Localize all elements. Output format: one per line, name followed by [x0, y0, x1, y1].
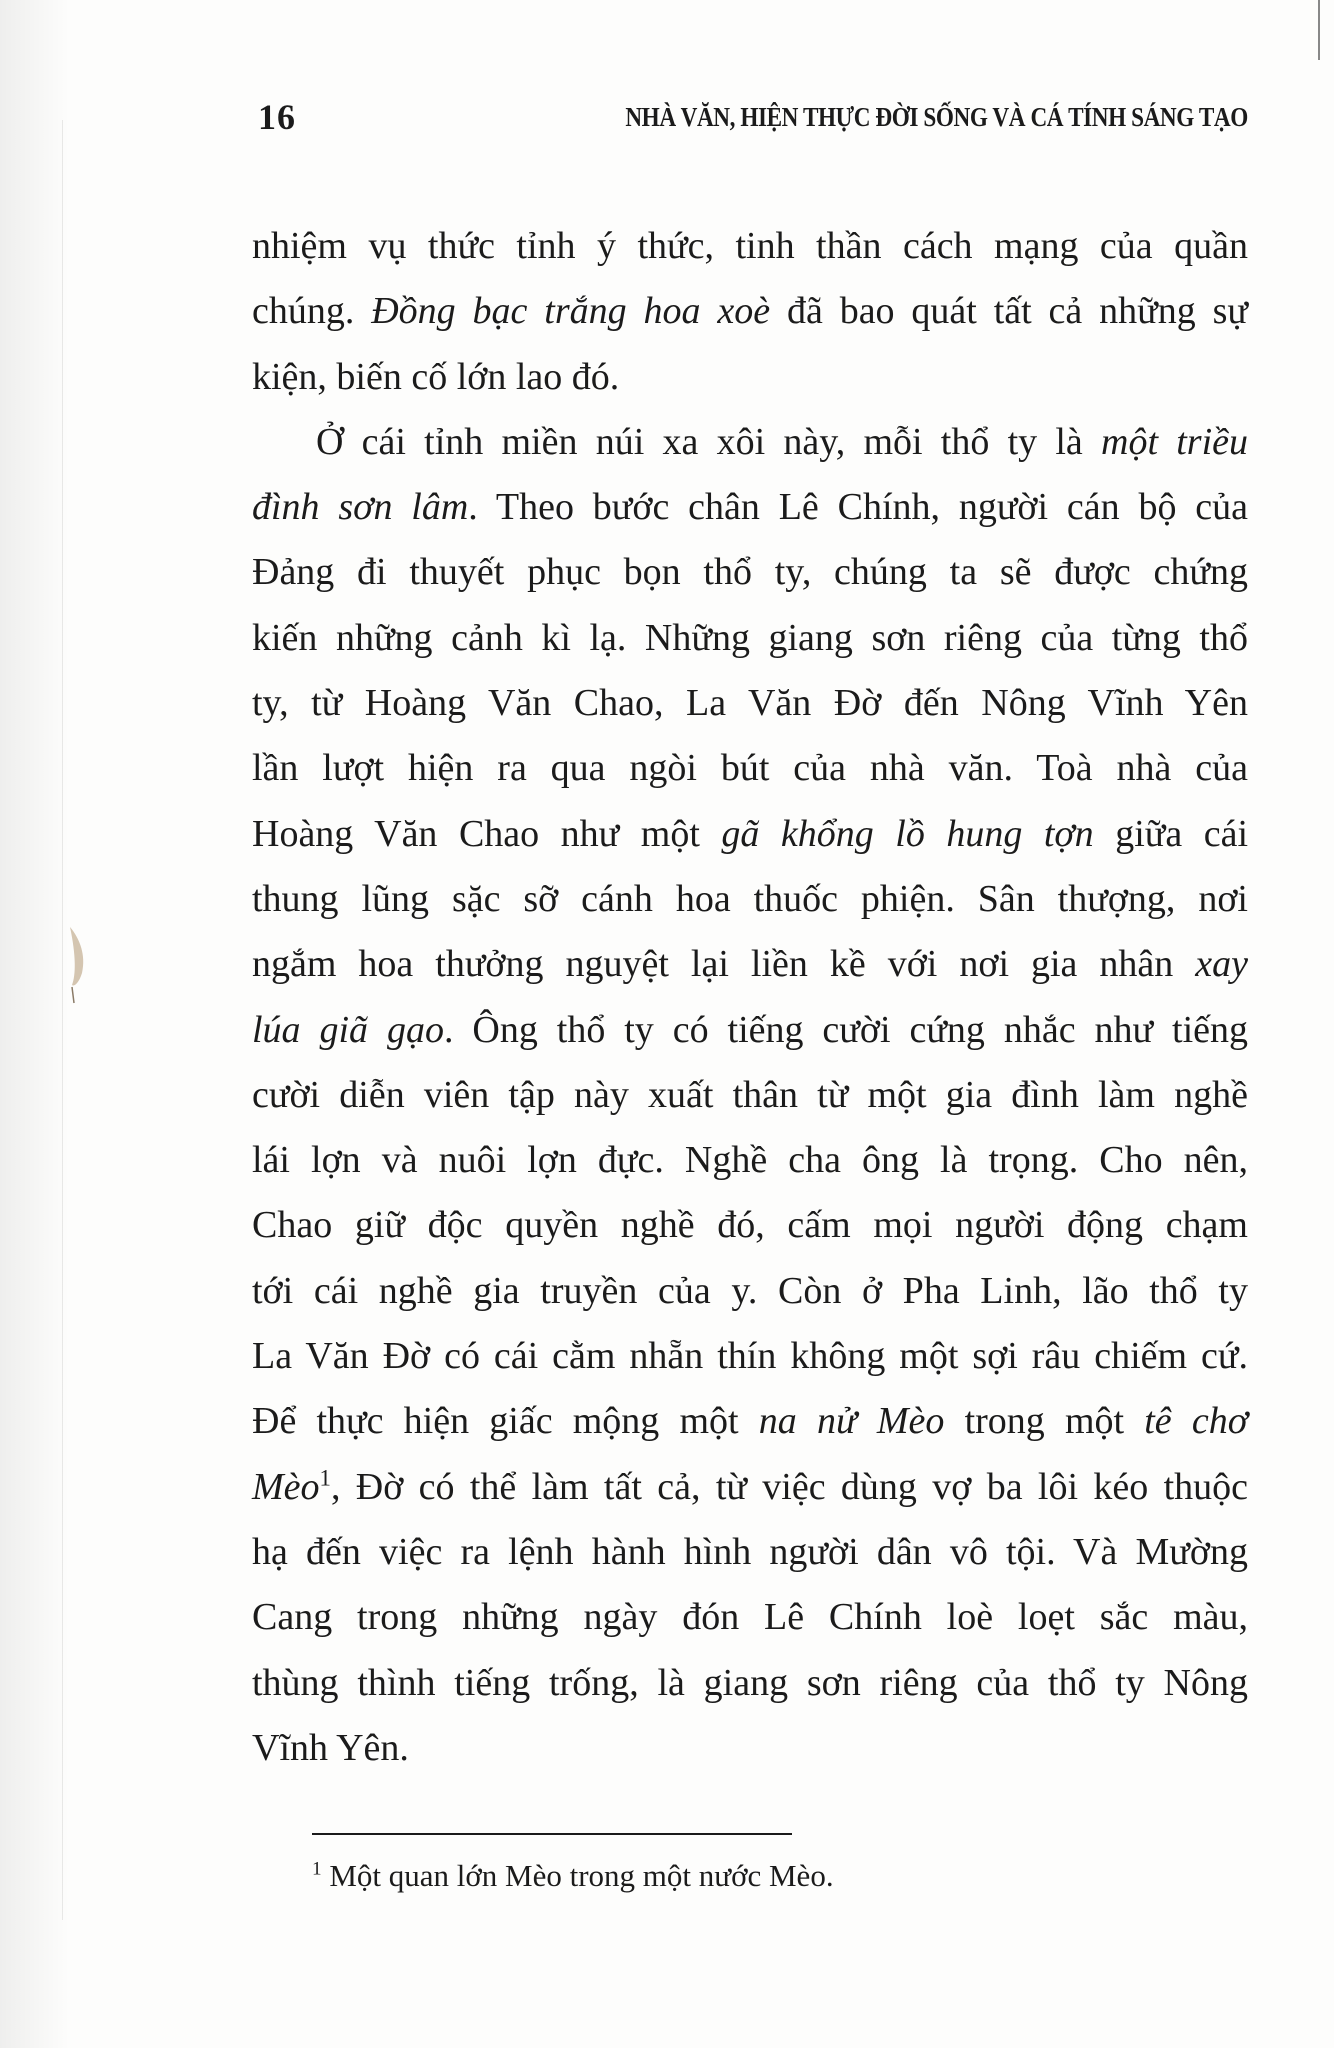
text-run: hạ đến việc ra lệnh hành hình người dân vô tội. Và Mường: [252, 1530, 1248, 1573]
text-run: ngắm hoa thưởng nguyệt lại liền kề với nơi gia nhân: [252, 943, 1196, 986]
text-line: [252, 1520, 1248, 1585]
italic-text: lúa giã gạo: [252, 1008, 444, 1051]
text-run: kiến những cảnh kì lạ. Những giang sơn riêng của từng thổ: [252, 616, 1248, 659]
text-run: . Ông thổ ty có tiếng cười cứng nhắc như tiếng: [443, 1008, 1248, 1051]
text-run: . Theo bước chân Lê Chính, người cán bộ của: [468, 486, 1248, 529]
text-line: [252, 1128, 1248, 1193]
text-run: Ở cái tỉnh miền núi xa xôi này, mỗi thổ ty là: [316, 420, 1101, 463]
italic-text: Đồng bạc trắng hoa xoè: [371, 290, 771, 333]
italic-text: na nử Mèo: [758, 1400, 945, 1443]
text-line: [252, 345, 1248, 410]
text-line: [252, 279, 1248, 344]
footnote-marker: 1: [312, 1858, 322, 1880]
italic-text: xay: [1195, 943, 1248, 986]
text-line: [252, 1324, 1248, 1389]
footnote: [312, 1858, 1212, 1894]
page-number: 16: [258, 97, 296, 137]
footnote-text: Một quan lớn Mèo trong một nước Mèo.: [321, 1858, 834, 1893]
text-run: La Văn Đờ có cái cằm nhẵn thín không một sợi râu chiếm cứ.: [252, 1335, 1248, 1378]
footnote-ref: 1: [319, 1464, 331, 1490]
text-run: trong một: [944, 1400, 1145, 1443]
text-line: [252, 475, 1248, 540]
text-run: đã bao quát tất cả những sự: [770, 290, 1248, 333]
text-run: chúng.: [252, 290, 372, 333]
text-line: [252, 214, 1248, 279]
text-run: Đảng đi thuyết phục bọn thổ ty, chúng ta sẽ được chứng: [252, 551, 1248, 594]
text-run: tới cái nghề gia truyền của y. Còn ở Pha Linh, lão thổ ty: [252, 1269, 1248, 1312]
text-run: nhiệm vụ thức tỉnh ý thức, tinh thần cách mạng của quần: [252, 225, 1248, 267]
text-run: Để thực hiện giấc mộng một: [252, 1400, 759, 1443]
text-line: [252, 998, 1248, 1063]
italic-text: tê chơ: [1144, 1400, 1248, 1443]
text-line: [252, 1455, 1248, 1520]
text-line: [252, 540, 1248, 605]
paragraph: [252, 410, 1248, 1781]
text-line: [252, 736, 1248, 801]
body-text: [252, 214, 1248, 1781]
italic-text: đình sơn lâm: [252, 486, 469, 529]
text-run: kiện, biến cố lớn lao đó.: [252, 355, 620, 398]
footnote-rule: [312, 1833, 792, 1835]
page-edge-line: [62, 120, 63, 1920]
running-head: NHÀ VĂN, HIỆN THỰC ĐỜI SỐNG VÀ CÁ TÍNH SÁNG TẠO: [625, 102, 1248, 132]
text-run: thùng thình tiếng trống, là giang sơn riêng của thổ ty Nông: [252, 1661, 1248, 1704]
paper-blemish: [66, 925, 88, 1005]
text-run: giữa cái: [1093, 812, 1249, 855]
text-run: lái lợn và nuôi lợn đực. Nghề cha ông là trọng. Cho nên,: [252, 1139, 1248, 1182]
text-line: [252, 1651, 1248, 1716]
text-line: [252, 1389, 1248, 1454]
text-run: , Đờ có thể làm tất cả, từ việc dùng vợ ba lôi kéo thuộc: [330, 1465, 1248, 1508]
text-line: [252, 802, 1248, 867]
italic-text: Mèo: [252, 1465, 320, 1508]
text-line: [252, 1259, 1248, 1324]
text-line: [252, 1193, 1248, 1258]
text-line: [252, 1716, 1248, 1781]
scan-edge-mark: [1318, 0, 1320, 60]
text-run: Cang trong những ngày đón Lê Chính loè loẹt sắc màu,: [252, 1596, 1248, 1639]
text-run: thung lũng sặc sỡ cánh hoa thuốc phiện. Sân thượng, nơi: [252, 877, 1248, 920]
italic-text: gã khổng lồ hung tợn: [721, 812, 1094, 855]
text-line: [252, 932, 1248, 997]
text-run: ty, từ Hoàng Văn Chao, La Văn Đờ đến Nông Vĩnh Yên: [252, 682, 1248, 725]
text-run: lần lượt hiện ra qua ngòi bút của nhà văn. Toà nhà của: [252, 747, 1248, 790]
text-line: [252, 867, 1248, 932]
text-line: [252, 606, 1248, 671]
binding-shadow: [0, 0, 70, 2048]
text-run: Vĩnh Yên.: [252, 1726, 409, 1769]
page-header: [258, 96, 1248, 144]
italic-text: một triều: [1101, 420, 1248, 463]
text-line: [252, 671, 1248, 736]
text-line: [252, 1585, 1248, 1650]
paragraph: [252, 214, 1248, 410]
text-run: Chao giữ độc quyền nghề đó, cấm mọi người động chạm: [252, 1204, 1248, 1247]
text-run: Hoàng Văn Chao như một: [252, 812, 722, 855]
text-run: cười diễn viên tập này xuất thân từ một gia đình làm nghề: [252, 1073, 1248, 1116]
text-line: [252, 410, 1248, 475]
text-line: [252, 1063, 1248, 1128]
